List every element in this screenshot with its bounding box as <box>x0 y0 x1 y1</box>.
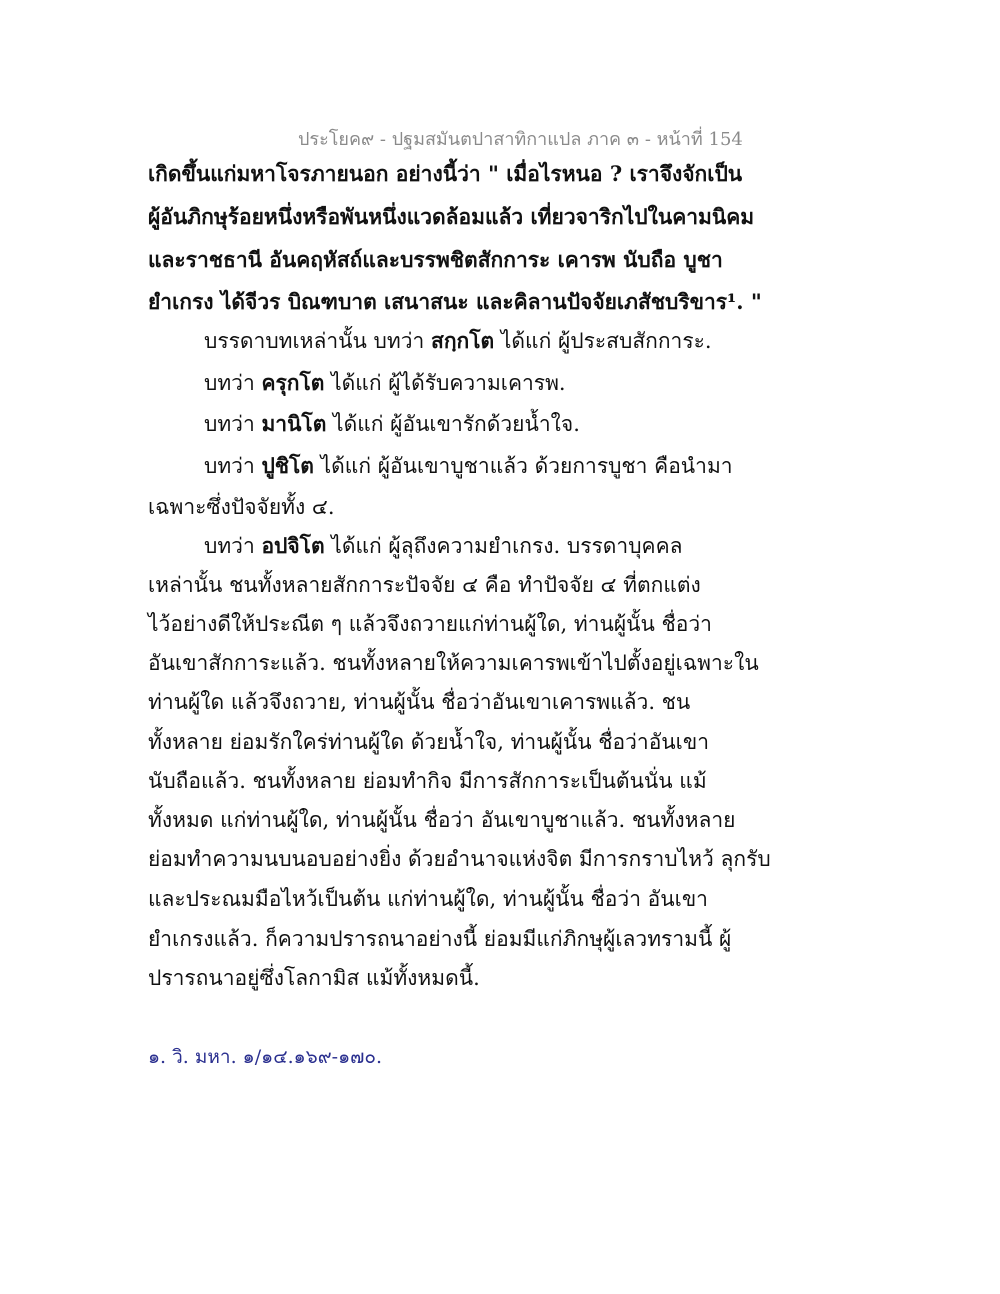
text-run: ได้แก่ ผู้อันเขารักด้วยน้ำใจ. <box>326 412 580 436</box>
text-run: บรรดาบทเหล่านั้น บทว่า <box>204 329 431 353</box>
text-line-4: ยำเกรง ได้จีวร บิณฑบาต เสนาสนะ และคิลานปัจจัยเภสัชบริขาร¹. " <box>148 289 762 314</box>
body-line <box>148 885 708 913</box>
text-line-3: และราชธานี อันคฤหัสถ์และบรรพชิตสักการะ เคารพ นับถือ บูชา <box>148 247 723 272</box>
body-line <box>148 610 712 638</box>
body-line <box>148 728 709 756</box>
paragraph-sakkato <box>204 327 712 355</box>
text-run: บทว่า <box>204 371 262 395</box>
term-bold: ปูชิโต <box>261 453 314 478</box>
text-run: ท่านผู้ใด แล้วจึงถวาย, ท่านผู้นั้น ชื่อว่าอันเขาเคารพแล้ว. ชน <box>148 690 691 714</box>
body-line <box>148 925 731 953</box>
paragraph-garukato <box>204 369 566 397</box>
paragraph-pujito <box>204 452 733 480</box>
body-line <box>148 688 690 716</box>
text-run: ได้แก่ ผู้อันเขาบูชาแล้ว ด้วยการบูชา คือนำมา <box>313 454 733 478</box>
paragraph-manito <box>204 410 580 438</box>
text-run: ยำเกรงแล้ว. ก็ความปรารถนาอย่างนี้ ย่อมมีแก่ภิกษุผู้เลวทรามนี้ ผู้ <box>148 927 732 951</box>
body-line <box>148 649 759 677</box>
text-line-1: เกิดขึ้นแก่มหาโจรภายนอก อย่างนี้ว่า " เมื่อไรหนอ ? เราจึงจักเป็น <box>148 161 743 186</box>
body-line <box>148 160 742 188</box>
text-run: บทว่า <box>204 454 262 478</box>
text-run: เหล่านั้น ชนทั้งหลายสักการะปัจจัย ๔ คือ ทำปัจจัย ๔ ที่ตกแต่ง <box>148 573 701 597</box>
text-run: อันเขาสักการะแล้ว. ชนทั้งหลายให้ความเคารพเข้าไปตั้งอยู่เฉพาะใน <box>148 651 759 675</box>
body-line <box>148 767 707 795</box>
text-run: ปรารถนาอยู่ซึ่งโลกามิส แม้ทั้งหมดนี้. <box>148 966 480 990</box>
body-line <box>148 571 701 599</box>
term-bold: สกฺกโต <box>431 328 495 353</box>
footnote: ๑. วิ. มหา. ๑/๑๔.๑๖๙-๑๗๐. <box>148 1046 383 1068</box>
text-run: และประณมมือไหว้เป็นต้น แก่ท่านผู้ใด, ท่านผู้นั้น ชื่อว่า อันเขา <box>148 887 708 911</box>
body-line <box>148 246 723 274</box>
body-line <box>148 493 335 521</box>
body-line <box>148 288 762 316</box>
text-run: ไว้อย่างดีให้ประณีต ๆ แล้วจึงถวายแก่ท่านผู้ใด, ท่านผู้นั้น ชื่อว่า <box>148 612 712 636</box>
body-line <box>148 203 754 231</box>
text-run: เฉพาะซึ่งปัจจัยทั้ง ๔. <box>148 495 335 519</box>
paragraph-apacito <box>204 532 683 560</box>
term-bold: อปจิโต <box>261 533 325 558</box>
text-run: ได้แก่ ผู้ได้รับความเคารพ. <box>324 371 566 395</box>
text-run: บทว่า <box>204 534 262 558</box>
body-line <box>148 806 735 834</box>
text-run: บทว่า <box>204 412 262 436</box>
page-header: ประโยค๙ - ปฐมสมันตปาสาทิกาแปล ภาค ๓ - หน้าที่ 154 <box>298 129 743 150</box>
text-run: ได้แก่ ผู้ลุถึงความยำเกรง. บรรดาบุคคล <box>324 534 683 558</box>
body-line <box>148 845 771 873</box>
text-run: ได้แก่ ผู้ประสบสักการะ. <box>494 329 712 353</box>
text-run: ทั้งหมด แก่ท่านผู้ใด, ท่านผู้นั้น ชื่อว่า อันเขาบูชาแล้ว. ชนทั้งหลาย <box>148 808 736 832</box>
text-run: นับถือแล้ว. ชนทั้งหลาย ย่อมทำกิจ มีการสักการะเป็นต้นนั่น แม้ <box>148 769 707 793</box>
text-line-2: ผู้อันภิกษุร้อยหนึ่งหรือพันหนึ่งแวดล้อมแล้ว เที่ยวจาริกไปในคามนิคม <box>148 204 755 229</box>
term-bold: ครุกโต <box>261 370 325 395</box>
text-run: ทั้งหลาย ย่อมรักใคร่ท่านผู้ใด ด้วยน้ำใจ, ท่านผู้นั้น ชื่อว่าอันเขา <box>148 730 709 754</box>
body-line <box>148 964 480 992</box>
term-bold: มานิโต <box>261 411 327 436</box>
text-run: ย่อมทำความนบนอบอย่างยิ่ง ด้วยอำนาจแห่งจิต มีการกราบไหว้ ลุกรับ <box>148 847 771 871</box>
